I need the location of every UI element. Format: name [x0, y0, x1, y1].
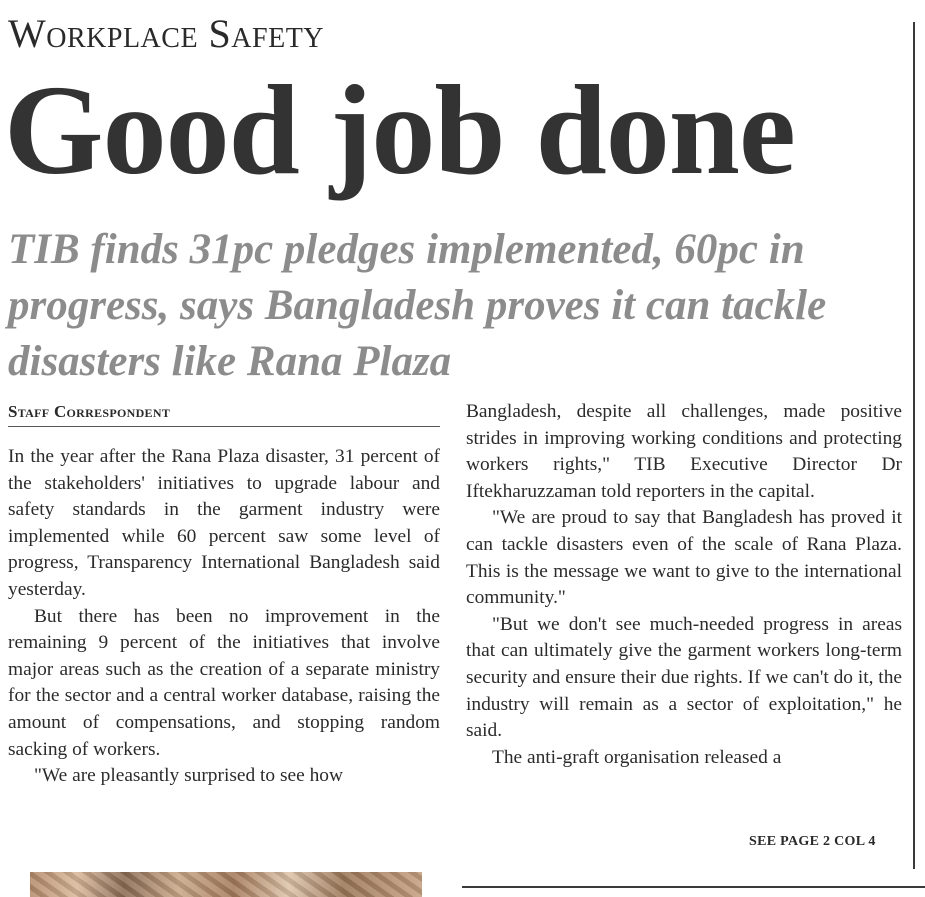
- continuation-jump[interactable]: SEE PAGE 2 COL 4: [749, 834, 876, 849]
- paragraph: Bangladesh, despite all challenges, made positive strides in improving working conditions and protecting workers rights," TIB Executive Director Dr Iftekharuzzaman told reporters in the capital.: [466, 401, 902, 502]
- article-column-right: [466, 399, 902, 771]
- paragraph: "We are pleasantly surprised to see how: [34, 765, 343, 787]
- column-rule-right: [913, 22, 915, 869]
- subheadline: TIB finds 31pc pledges implemented, 60pc in progress, says Bangladesh proves it can tackle disasters like Rana Plaza: [8, 226, 827, 385]
- paragraph: "We are proud to say that Bangladesh has proved it can tackle disasters even of the scale of Rana Plaza. This is the message we want to give to the international community.": [466, 507, 902, 609]
- paragraph: "But we don't see much-needed progress in areas that can ultimately give the garment workers long-term security and ensure their due rights. If we can't do it, the industry will remain as a sector of exploitation," he said.: [466, 613, 902, 742]
- byline: Staff Correspondent: [8, 402, 171, 421]
- byline-rule: [8, 426, 440, 427]
- kicker: Workplace Safety: [8, 11, 325, 56]
- article-column-left: [8, 444, 440, 790]
- article-photo: [30, 872, 422, 897]
- paragraph: In the year after the Rana Plaza disaster, 31 percent of the stakeholders' initiatives to upgrade labour and safety standards in the garment industry were implemented while 60 percent saw some level of progress, Transparency International Bangladesh said yesterday.: [8, 446, 440, 600]
- paragraph: But there has been no improvement in the remaining 9 percent of the initiatives that involve major areas such as the creation of a separate ministry for the sector and a central worker database, raising the amount of compensations, and stopping random sacking of workers.: [8, 605, 440, 760]
- headline: Good job done: [4, 59, 795, 201]
- paragraph: The anti-graft organisation released a: [492, 746, 782, 768]
- section-rule-bottom: [462, 886, 925, 888]
